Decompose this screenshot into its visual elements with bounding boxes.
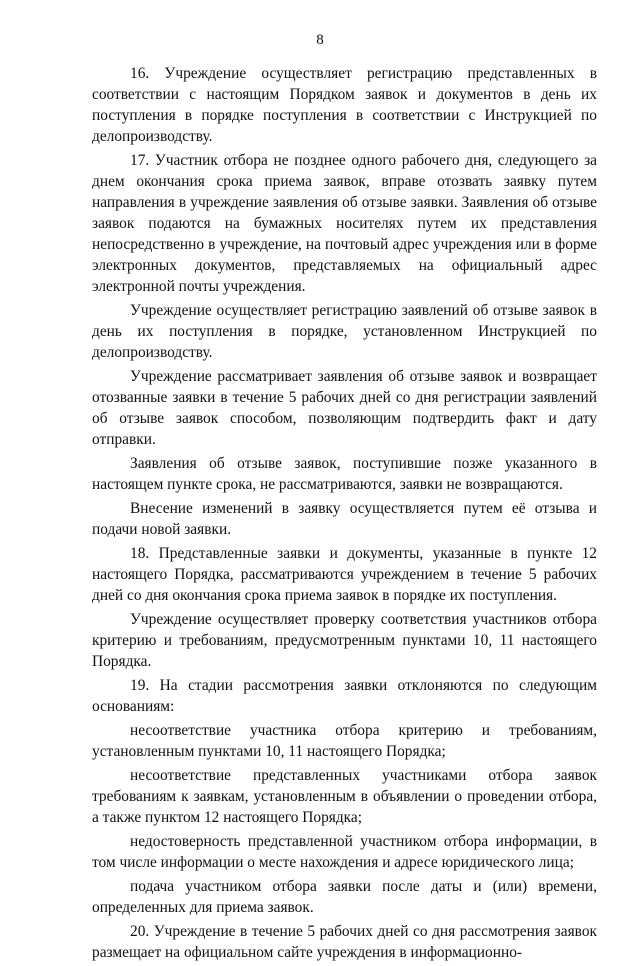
paragraph-19-item-2: несоответствие представленных участниками отбора заявок требованиям к заявкам, установленным в объявлении о проведении отбора, а также пунктом 12 настоящего Порядка; <box>92 767 597 826</box>
paragraph-17-registration: Учреждение осуществляет регистрацию заявлений об отзыве заявок в день их поступления в порядке, установленном Инструкцией по делопроизводству. <box>92 302 597 361</box>
paragraph-19-item-1: несоответствие участника отбора критерию и требованиям, установленным пунктами 10, 11 настоящего Порядка; <box>92 722 597 760</box>
paragraph-20: 20. Учреждение в течение 5 рабочих дней со дня рассмотрения заявок размещает на официальном сайте учреждения в информационно- <box>92 923 597 961</box>
paragraph-19: 19. На стадии рассмотрения заявки отклоняются по следующим основаниям: <box>92 677 597 715</box>
paragraph-18: 18. Представленные заявки и документы, указанные в пункте 12 настоящего Порядка, рассматриваются учреждением в течение 5 рабочих дней со дня окончания срока приема заявок в порядке их поступления. <box>92 545 597 604</box>
paragraph-17-late: Заявления об отзыве заявок, поступившие позже указанного в настоящем пункте срока, не рассматриваются, заявки не возвращаются. <box>92 455 597 493</box>
paragraph-17-changes: Внесение изменений в заявку осуществляется путем её отзыва и подачи новой заявки. <box>92 500 597 538</box>
paragraph-19-item-3: недостоверность представленной участником отбора информации, в том числе информации о месте нахождения и адресе юридического лица; <box>92 833 597 871</box>
paragraph-17-review: Учреждение рассматривает заявления об отзыве заявок и возвращает отозванные заявки в течение 5 рабочих дней со дня регистрации заявлений об отзыве заявок способом, позволяющим подтвердить факт и дату отправки. <box>92 368 597 448</box>
paragraph-17: 17. Участник отбора не позднее одного рабочего дня, следующего за днем окончания срока приема заявок, вправе отозвать заявку путем направления в учреждение заявления об отзыве заявки. Заявления об отзыве заявок подаются на бумажных носителях путем их представления непосредственно в учреждение, на почтовый адрес учреждения или в форме электронных документов, представляемых на официальный адрес электронной почты учреждения. <box>92 152 597 295</box>
page-number: 8 <box>316 32 324 48</box>
paragraph-18-check: Учреждение осуществляет проверку соответствия участников отбора критерию и требованиям, предусмотренным пунктами 10, 11 настоящего Порядка. <box>92 611 597 670</box>
paragraph-16: 16. Учреждение осуществляет регистрацию представленных в соответствии с настоящим Порядком заявок и документов в день их поступления в порядке поступления в соответствии с Инструкцией по делопроизводству. <box>92 65 597 145</box>
paragraph-19-item-4: подача участником отбора заявки после даты и (или) времени, определенных для приема заявок. <box>92 878 597 916</box>
document-body <box>92 63 597 966</box>
